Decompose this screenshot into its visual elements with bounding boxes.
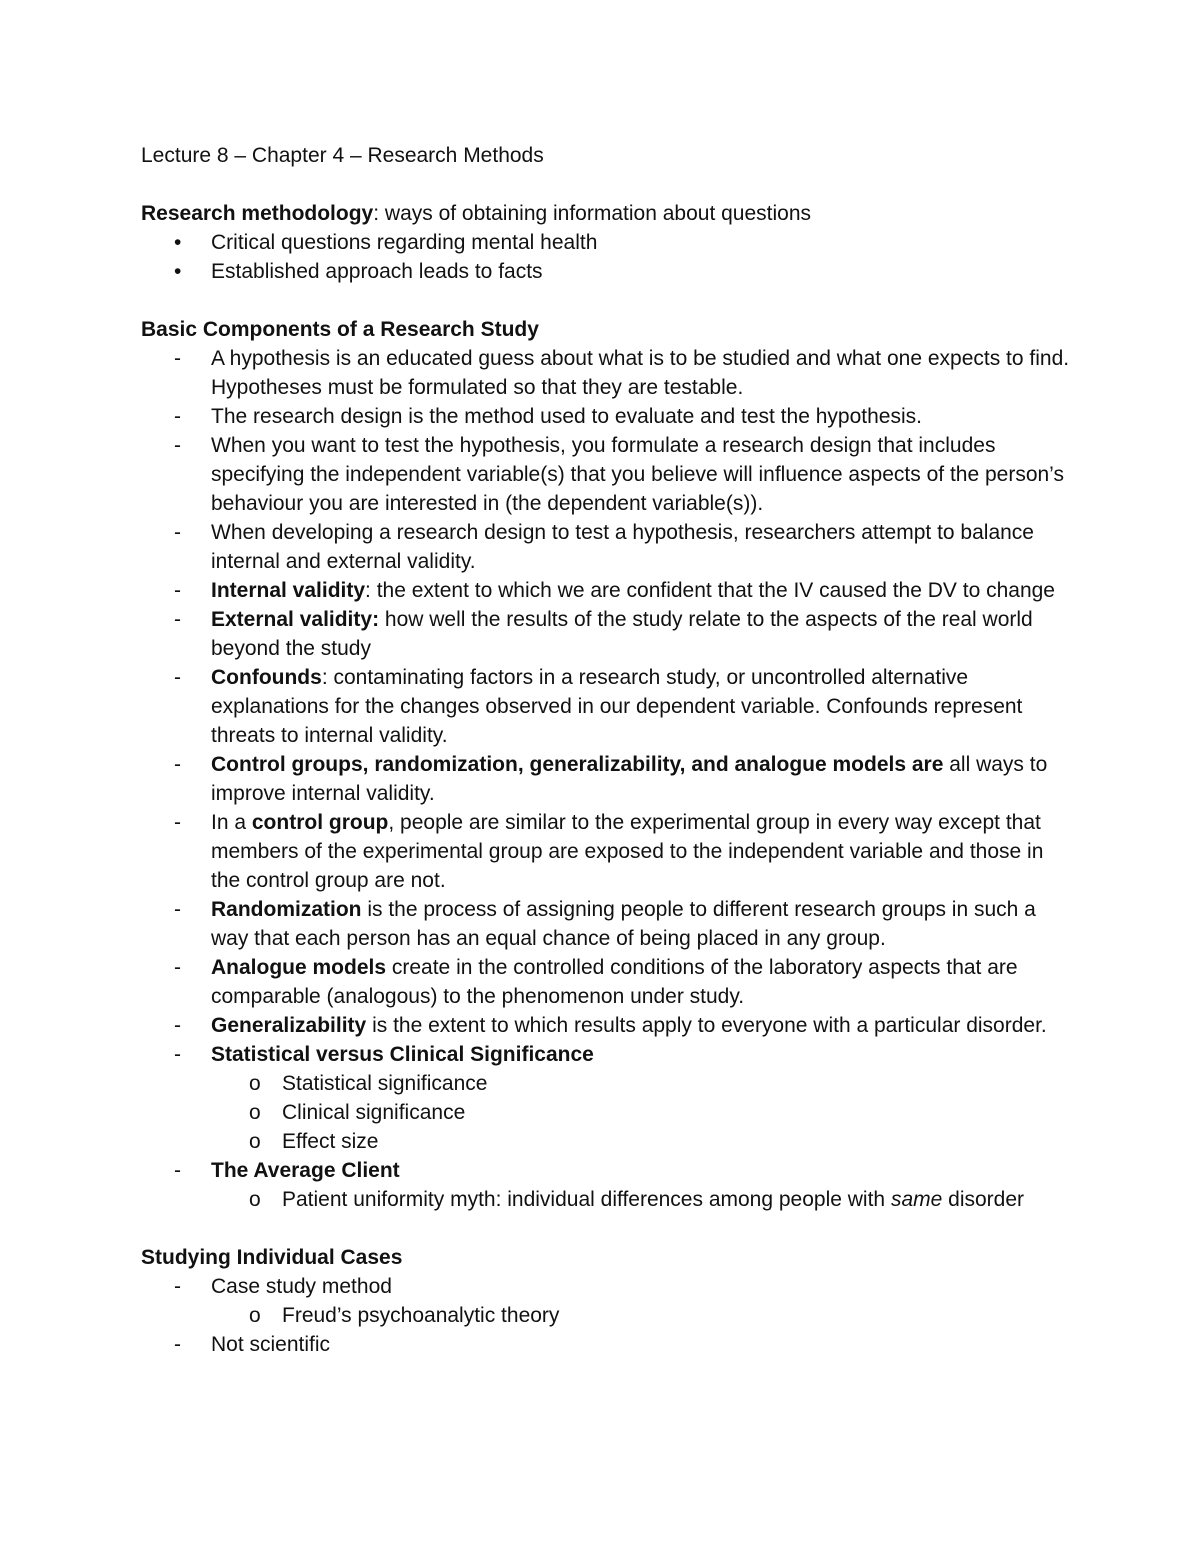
list-item-generalizability: - Generalizability is the extent to which results apply to everyone with a particular disorder. [141, 1011, 1071, 1040]
dash-list [141, 1272, 1071, 1359]
dash-icon: - [174, 956, 181, 979]
dash-icon: - [174, 521, 181, 544]
list-item-improve-validity: - Control groups, randomization, generalizability, and analogue models are all ways to improve internal validity. [141, 750, 1071, 808]
section-heading: Basic Components of a Research Study [141, 318, 539, 341]
dash-icon: - [174, 608, 181, 631]
list-item-case-study: - Case study method o Freud’s psychoanalytic theory [141, 1272, 1071, 1330]
list-item-balance: - When developing a research design to test a hypothesis, researchers attempt to balance internal and external validity. [141, 518, 1071, 576]
bullet-icon: • [174, 231, 182, 254]
term-research-methodology: Research methodology [141, 202, 374, 225]
list-item: • Established approach leads to facts [141, 257, 1071, 286]
section-heading: Studying Individual Cases [141, 1246, 403, 1269]
list-item-not-scientific: - Not scientific [141, 1330, 1071, 1359]
dash-icon: - [174, 1043, 181, 1066]
circle-bullet-icon: o [249, 1130, 261, 1153]
circle-bullet-icon: o [249, 1188, 261, 1211]
sub-list [211, 1069, 1071, 1156]
dash-icon: - [174, 405, 181, 428]
sub-list-item: o Clinical significance [141, 1098, 1071, 1127]
document-body [141, 141, 1071, 1388]
bullet-list [141, 228, 1071, 286]
sub-list-item: o Effect size [141, 1127, 1071, 1156]
dash-icon: - [174, 1333, 181, 1356]
dash-icon: - [174, 434, 181, 457]
page-title: Lecture 8 – Chapter 4 – Research Methods [141, 144, 544, 167]
dash-icon: - [174, 579, 181, 602]
dash-icon: - [174, 1014, 181, 1037]
section-research-methodology [141, 199, 1071, 286]
sub-list-item: o Patient uniformity myth: individual differences among people with same disorder [141, 1185, 1071, 1214]
circle-bullet-icon: o [249, 1101, 261, 1124]
sub-list [211, 1185, 1071, 1214]
list-item: • Critical questions regarding mental health [141, 228, 1071, 257]
dash-icon: - [174, 753, 181, 776]
dash-icon: - [174, 1275, 181, 1298]
dash-list [141, 344, 1071, 1214]
list-item-average-client: - The Average Client o Patient uniformity myth: individual differences among people with same disorder [141, 1156, 1071, 1214]
list-item-external-validity: - External validity: how well the results of the study relate to the aspects of the real world beyond the study [141, 605, 1071, 663]
list-item-analogue-models: - Analogue models create in the controlled conditions of the laboratory aspects that are comparable (analogous) to the phenomenon under study. [141, 953, 1071, 1011]
bullet-icon: • [174, 260, 182, 283]
list-item-significance: - Statistical versus Clinical Significance o Statistical significance o Clinical significance o Effect size [141, 1040, 1071, 1156]
sub-list [211, 1301, 1071, 1330]
list-item-internal-validity: - Internal validity: the extent to which we are confident that the IV caused the DV to change [141, 576, 1071, 605]
circle-bullet-icon: o [249, 1304, 261, 1327]
dash-icon: - [174, 1159, 181, 1182]
list-item-variables: - When you want to test the hypothesis, you formulate a research design that includes specifying the independent variable(s) that you believe will influence aspects of the person’s behaviour you are interested in (the dependent variable(s)). [141, 431, 1071, 518]
section-individual-cases [141, 1243, 1071, 1359]
list-item-research-design: - The research design is the method used to evaluate and test the hypothesis. [141, 402, 1071, 431]
dash-icon: - [174, 347, 181, 370]
dash-icon: - [174, 811, 181, 834]
sub-list-item: o Freud’s psychoanalytic theory [141, 1301, 1071, 1330]
circle-bullet-icon: o [249, 1072, 261, 1095]
section-basic-components [141, 315, 1071, 1214]
research-methodology-definition [141, 199, 1071, 228]
list-item-control-group: - In a control group, people are similar to the experimental group in every way except that members of the experimental group are exposed to the independent variable and those in the control group are not. [141, 808, 1071, 895]
list-item-hypothesis: - A hypothesis is an educated guess about what is to be studied and what one expects to find. Hypotheses must be formulated so that they are testable. [141, 344, 1071, 402]
dash-icon: - [174, 666, 181, 689]
dash-icon: - [174, 898, 181, 921]
list-item-confounds: - Confounds: contaminating factors in a research study, or uncontrolled alternative explanations for the changes observed in our dependent variable. Confounds represent threats to internal validity. [141, 663, 1071, 750]
definition-text: : ways of obtaining information about questions [373, 202, 812, 225]
sub-list-item: o Statistical significance [141, 1069, 1071, 1098]
list-item-randomization: - Randomization is the process of assigning people to different research groups in such a way that each person has an equal chance of being placed in any group. [141, 895, 1071, 953]
